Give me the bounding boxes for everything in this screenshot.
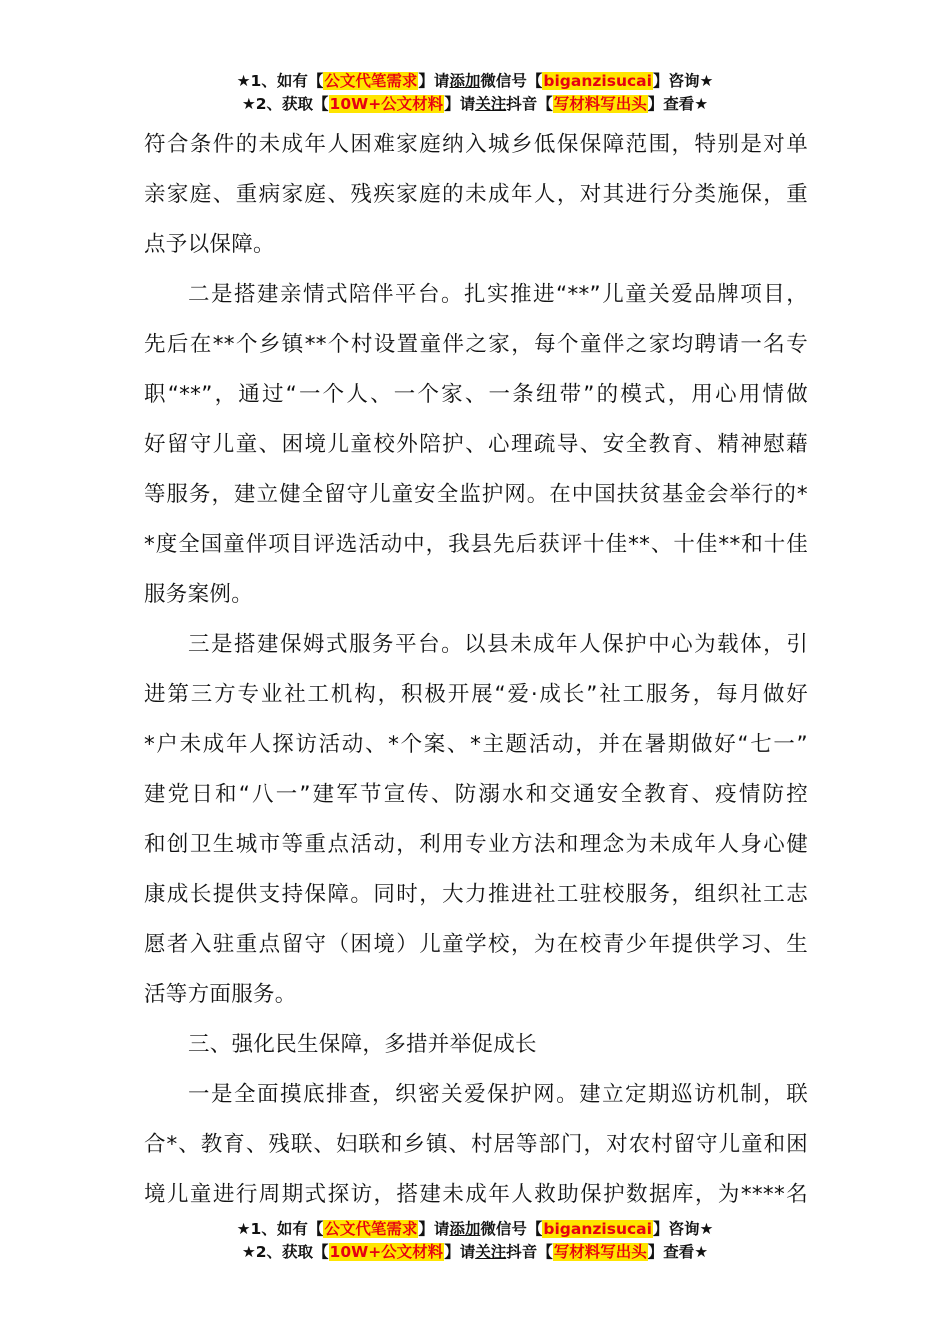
banner-text: 】查看★ [647,95,709,113]
footer-banner-line-1 [0,1218,950,1241]
body-line: 三是搭建保姆式服务平台。以县未成年人保护中心为载体，引 [188,632,808,657]
body-line: *度全国童伴项目评选活动中，我县先后获评十佳**、十佳**和十佳 [144,532,808,557]
banner-text: ★2、获取【 [241,1243,329,1261]
banner-text: 微信号【 [480,72,543,90]
section-heading: 三、强化民生保障，多措并举促成长 [188,1032,537,1057]
body-line: 境儿童进行周期式探访，搭建未成年人救助保护数据库，为****名 [144,1182,808,1207]
banner-text: 】请 [418,72,450,90]
banner-underlined-text: 关注 [475,95,507,113]
banner-text: ★1、如有【 [236,1220,324,1238]
document-body [144,120,808,1220]
banner-highlight: 公文代笔需求 [324,72,418,90]
banner-text: ★1、如有【 [236,72,324,90]
banner-highlight: biganzisucai [543,1220,652,1238]
body-line: 活等方面服务。 [144,982,297,1007]
banner-text: 抖音【 [506,1243,553,1261]
body-line: 建党日和“八一”建军节宣传、防溺水和交通安全教育、疫情防控 [144,782,808,807]
banner-highlight: biganzisucai [543,72,652,90]
body-line: 符合条件的未成年人困难家庭纳入城乡低保保障范围，特别是对单 [144,132,808,157]
footer-banner [0,1218,950,1264]
banner-text: 】请 [444,1243,476,1261]
header-banner [0,70,950,116]
banner-text: 】查看★ [647,1243,709,1261]
banner-underlined-text: 关注 [475,1243,507,1261]
banner-highlight: 写材料写出头 [553,95,647,113]
header-banner-line-2 [0,93,950,116]
banner-highlight: 10W+公文材料 [329,95,444,113]
banner-underlined-text: 添加 [449,1220,481,1238]
body-line: 点予以保障。 [144,232,275,257]
body-line: 职“**”，通过“一个人、一个家、一条纽带”的模式，用心用情做 [144,382,808,407]
body-line: 愿者入驻重点留守（困境）儿童学校，为在校青少年提供学习、生 [144,932,808,957]
body-line: 先后在**个乡镇**个村设置童伴之家，每个童伴之家均聘请一名专 [144,332,808,357]
body-line: 二是搭建亲情式陪伴平台。扎实推进“**”儿童关爱品牌项目， [188,282,808,307]
banner-text: 抖音【 [506,95,553,113]
banner-highlight: 写材料写出头 [553,1243,647,1261]
body-line: 等服务，建立健全留守儿童安全监护网。在中国扶贫基金会举行的* [144,482,808,507]
body-line: *户未成年人探访活动、*个案、*主题活动，并在暑期做好“七一” [144,732,808,757]
banner-underlined-text: 添加 [449,72,481,90]
body-line: 好留守儿童、困境儿童校外陪护、心理疏导、安全教育、精神慰藉 [144,432,808,457]
body-line: 服务案例。 [144,582,254,607]
banner-text: 微信号【 [480,1220,543,1238]
body-line: 合*、教育、残联、妇联和乡镇、村居等部门，对农村留守儿童和困 [144,1132,808,1157]
banner-text: 】咨询★ [652,72,714,90]
banner-highlight: 公文代笔需求 [324,1220,418,1238]
body-line: 进第三方专业社工机构，积极开展“爱·成长”社工服务，每月做好 [144,682,808,707]
banner-text: ★2、获取【 [241,95,329,113]
banner-text: 】请 [444,95,476,113]
body-line: 和创卫生城市等重点活动，利用专业方法和理念为未成年人身心健 [144,832,808,857]
body-line: 亲家庭、重病家庭、残疾家庭的未成年人，对其进行分类施保，重 [144,182,808,207]
banner-text: 】请 [418,1220,450,1238]
body-line: 康成长提供支持保障。同时，大力推进社工驻校服务，组织社工志 [144,882,808,907]
body-line: 一是全面摸底排查，织密关爱保护网。建立定期巡访机制，联 [188,1082,808,1107]
banner-text: 】咨询★ [652,1220,714,1238]
footer-banner-line-2 [0,1241,950,1264]
header-banner-line-1 [0,70,950,93]
banner-highlight: 10W+公文材料 [329,1243,444,1261]
